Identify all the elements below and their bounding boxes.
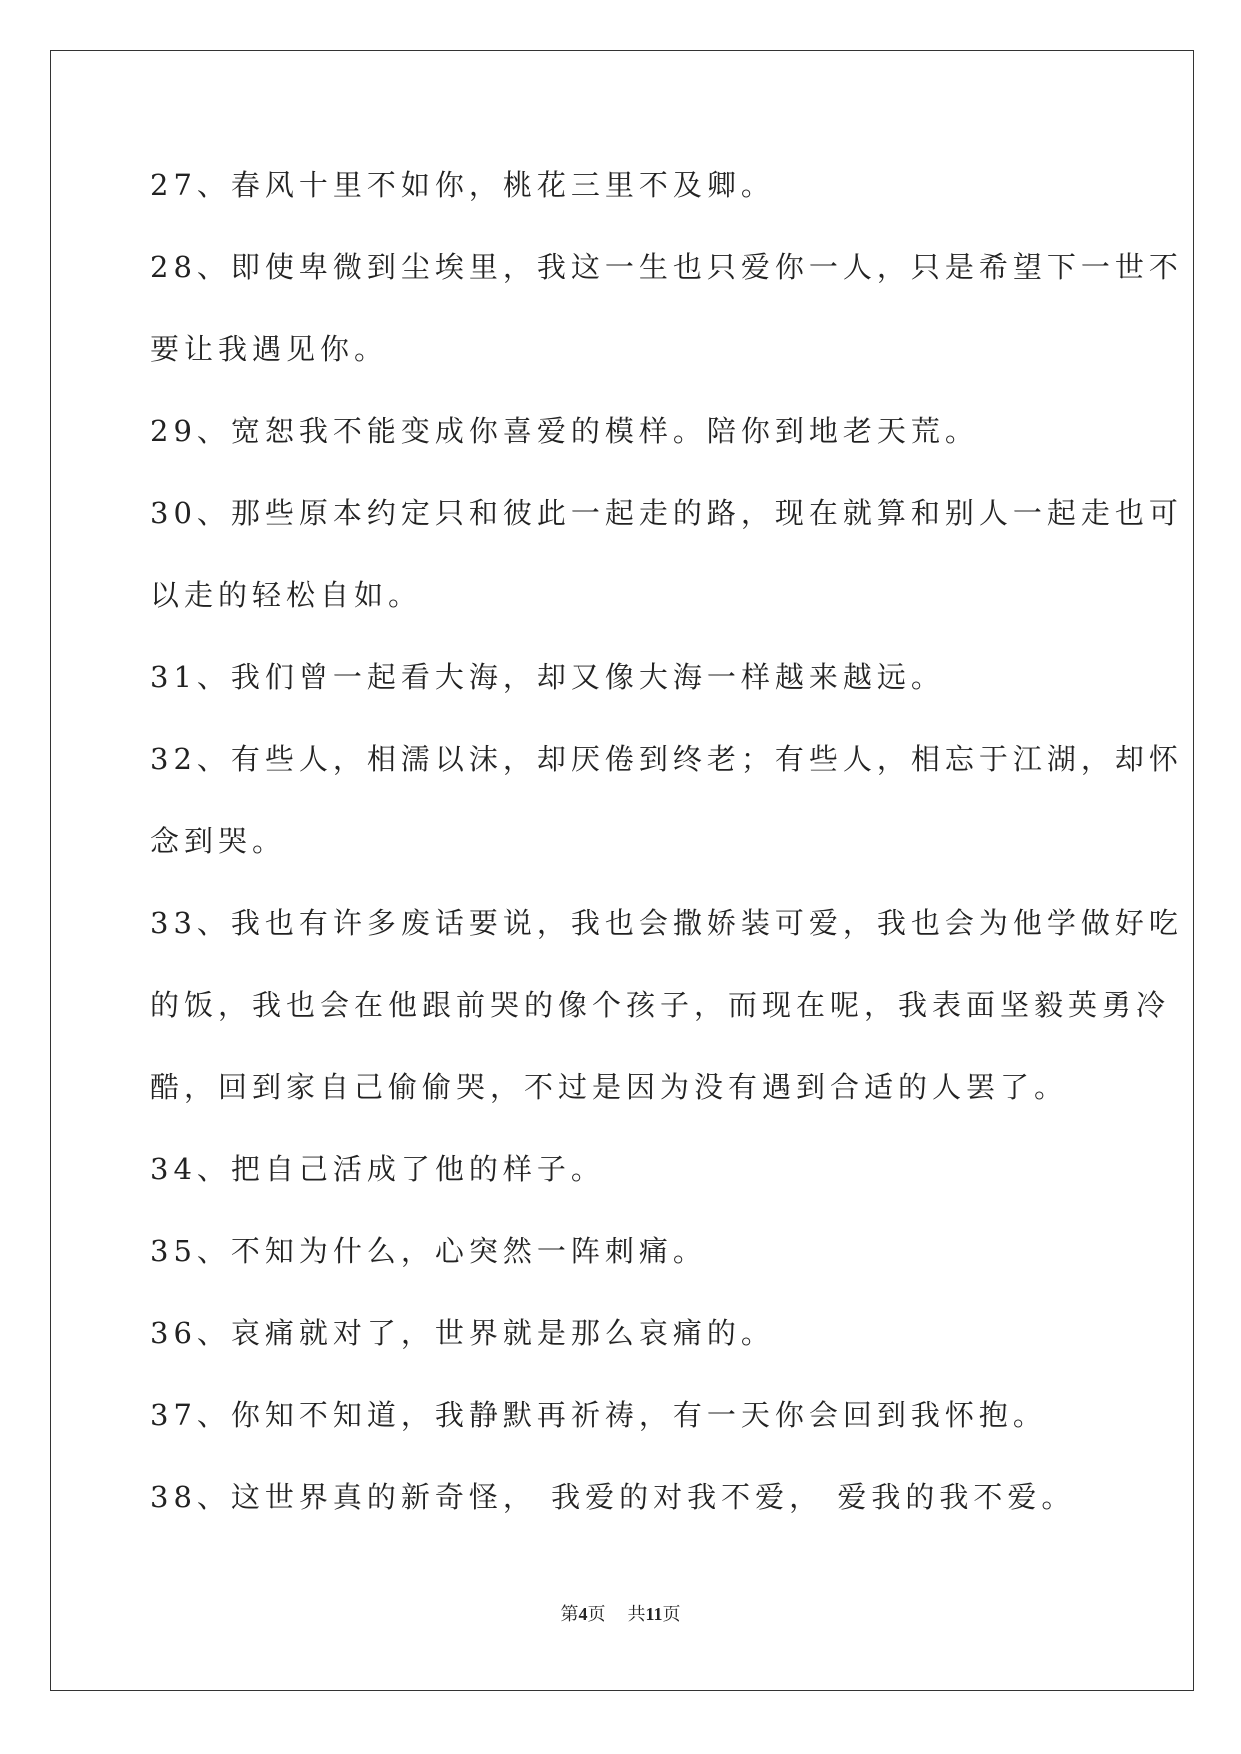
text-line: 31、我们曾一起看大海，却又像大海一样越来越远。: [150, 660, 945, 694]
text-line: 37、你知不知道，我静默再祈祷，有一天你会回到我怀抱。: [150, 1398, 1047, 1432]
total-suffix: 页: [662, 1604, 681, 1625]
page-footer: [0, 1600, 1241, 1626]
text-line: 念到哭。: [150, 824, 287, 858]
total-prefix: 共: [627, 1604, 646, 1625]
text-line: 29、宽恕我不能变成你喜爱的模样。陪你到地老天荒。: [150, 414, 979, 448]
text-line: 27、春风十里不如你，桃花三里不及卿。: [150, 168, 775, 202]
text-line: 酷，回到家自己偷偷哭，不过是因为没有遇到合适的人罢了。: [150, 1070, 1069, 1104]
document-body: [150, 160, 1183, 1554]
total-pages: 11: [645, 1604, 663, 1624]
text-line: 32、有些人，相濡以沫，却厌倦到终老；有些人，相忘于江湖，却怀: [150, 742, 1183, 776]
text-line: 36、哀痛就对了，世界就是那么哀痛的。: [150, 1316, 775, 1350]
text-line: 38、这世界真的新奇怪， 我爱的对我不爱， 爱我的我不爱。: [150, 1480, 1076, 1514]
text-line: 28、即使卑微到尘埃里，我这一生也只爱你一人，只是希望下一世不: [150, 250, 1183, 284]
text-line: 34、把自己活成了他的样子。: [150, 1152, 605, 1186]
page-suffix: 页: [587, 1604, 606, 1625]
text-line: 35、不知为什么，心突然一阵刺痛。: [150, 1234, 707, 1268]
page-number: 4: [578, 1604, 588, 1624]
text-line: 要让我遇见你。: [150, 332, 389, 366]
text-line: 30、那些原本约定只和彼此一起走的路，现在就算和别人一起走也可: [150, 496, 1183, 530]
page-prefix: 第: [560, 1604, 579, 1625]
text-line: 的饭，我也会在他跟前哭的像个孩子，而现在呢，我表面坚毅英勇冷: [150, 988, 1171, 1022]
text-line: 33、我也有许多废话要说，我也会撒娇装可爱，我也会为他学做好吃: [150, 906, 1183, 940]
text-line: 以走的轻松自如。: [150, 578, 423, 612]
